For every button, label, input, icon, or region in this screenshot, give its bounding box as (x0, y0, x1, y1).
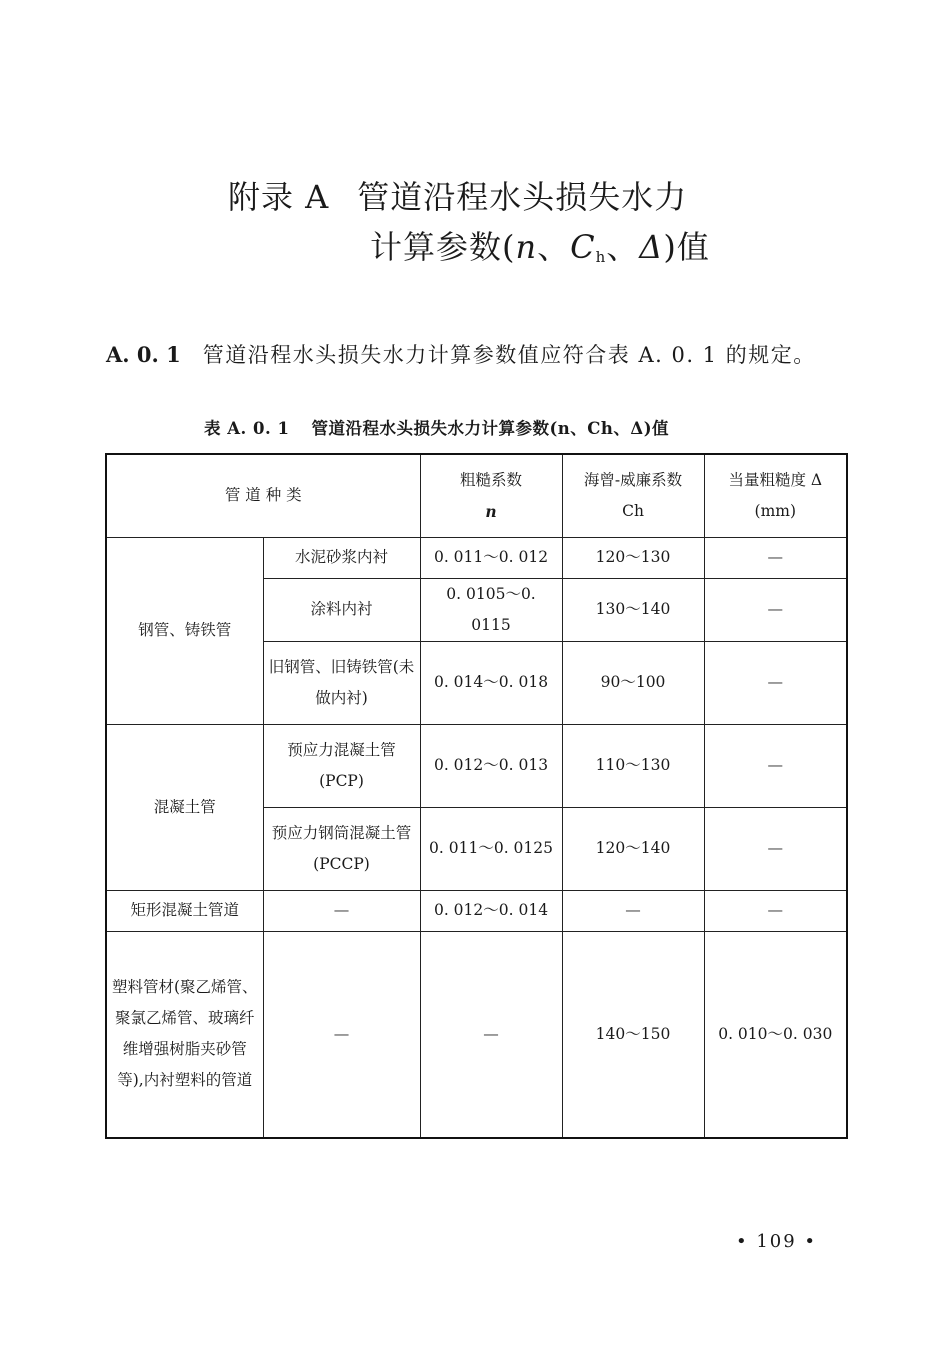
appendix-title-line2 (370, 222, 950, 268)
table-caption-text: 管道沿程水头损失水力计算参数(n、Ch、Δ)值 (311, 419, 670, 438)
row-delta: — (704, 807, 847, 890)
header-ch-symbol: Ch (622, 501, 644, 520)
header-delta (704, 454, 847, 537)
row-n: 0. 014～0. 018 (420, 641, 562, 724)
title-delta: Δ (639, 228, 664, 266)
title-prefix: 计算参数( (370, 228, 516, 266)
row-subtype: 旧钢管、旧铸铁管(未做内衬) (263, 641, 420, 724)
row-subtype: 预应力钢筒混凝土管(PCCP) (263, 807, 420, 890)
row-subtype: — (263, 890, 420, 931)
title-c: C (570, 228, 596, 266)
table-caption-number: 表 A. 0. 1 (204, 419, 290, 438)
title-n: n (515, 228, 538, 266)
clause-text: 管道沿程水头损失水力计算参数值应符合表 A. 0. 1 的规定。 (202, 343, 816, 367)
header-ch-label: 海曾-威廉系数 (583, 470, 683, 489)
appendix-title-line1 (228, 172, 950, 218)
row-n: 0. 011～0. 012 (420, 537, 562, 578)
row-n: — (420, 931, 562, 1138)
row-delta: — (704, 724, 847, 807)
row-subtype: 预应力混凝土管(PCP) (263, 724, 420, 807)
row-ch: 140～150 (562, 931, 704, 1138)
parameter-table (105, 453, 848, 1139)
group-rect: 矩形混凝土管道 (106, 890, 263, 931)
row-n: 0. 012～0. 013 (420, 724, 562, 807)
header-n-symbol: n (485, 501, 497, 521)
row-delta: — (704, 641, 847, 724)
row-ch: 90～100 (562, 641, 704, 724)
table-row (106, 724, 847, 807)
clause-paragraph (106, 337, 846, 373)
table-row (106, 537, 847, 578)
header-pipe-type: 管 道 种 类 (106, 454, 420, 537)
page-number: • 109 • (736, 1231, 818, 1252)
row-n: 0. 012～0. 014 (420, 890, 562, 931)
row-subtype: — (263, 931, 420, 1138)
table-row (106, 931, 847, 1138)
table-row (106, 890, 847, 931)
row-n: 0. 011～0. 0125 (420, 807, 562, 890)
row-ch: 130～140 (562, 578, 704, 641)
header-n (420, 454, 562, 537)
row-ch: 120～130 (562, 537, 704, 578)
row-delta: — (704, 578, 847, 641)
title-suffix: )值 (663, 228, 710, 266)
group-plastic: 塑料管材(聚乙烯管、聚氯乙烯管、玻璃纤维增强树脂夹砂管等),内衬塑料的管道 (106, 931, 263, 1138)
title-sep: 、 (606, 228, 640, 266)
clause-number: A. 0. 1 (106, 342, 181, 367)
header-n-label: 粗糙系数 (460, 470, 523, 489)
header-delta-unit: (mm) (754, 501, 797, 520)
table-caption (204, 415, 669, 439)
row-n: 0. 0105～0. 0115 (420, 578, 562, 641)
title-sub: h (595, 248, 607, 266)
appendix-label: 附录 A (228, 178, 330, 216)
row-subtype: 涂料内衬 (263, 578, 420, 641)
row-ch: 110～130 (562, 724, 704, 807)
row-subtype: 水泥砂浆内衬 (263, 537, 420, 578)
table-header-row (106, 454, 847, 537)
group-steel: 钢管、铸铁管 (106, 537, 263, 724)
row-delta: 0. 010～0. 030 (704, 931, 847, 1138)
row-ch: 120～140 (562, 807, 704, 890)
row-ch: — (562, 890, 704, 931)
title-sep: 、 (537, 228, 571, 266)
header-delta-label: 当量粗糙度 Δ (728, 470, 823, 489)
group-concrete: 混凝土管 (106, 724, 263, 890)
header-ch (562, 454, 704, 537)
row-delta: — (704, 537, 847, 578)
row-delta: — (704, 890, 847, 931)
appendix-title-text: 管道沿程水头损失水力 (357, 178, 688, 216)
